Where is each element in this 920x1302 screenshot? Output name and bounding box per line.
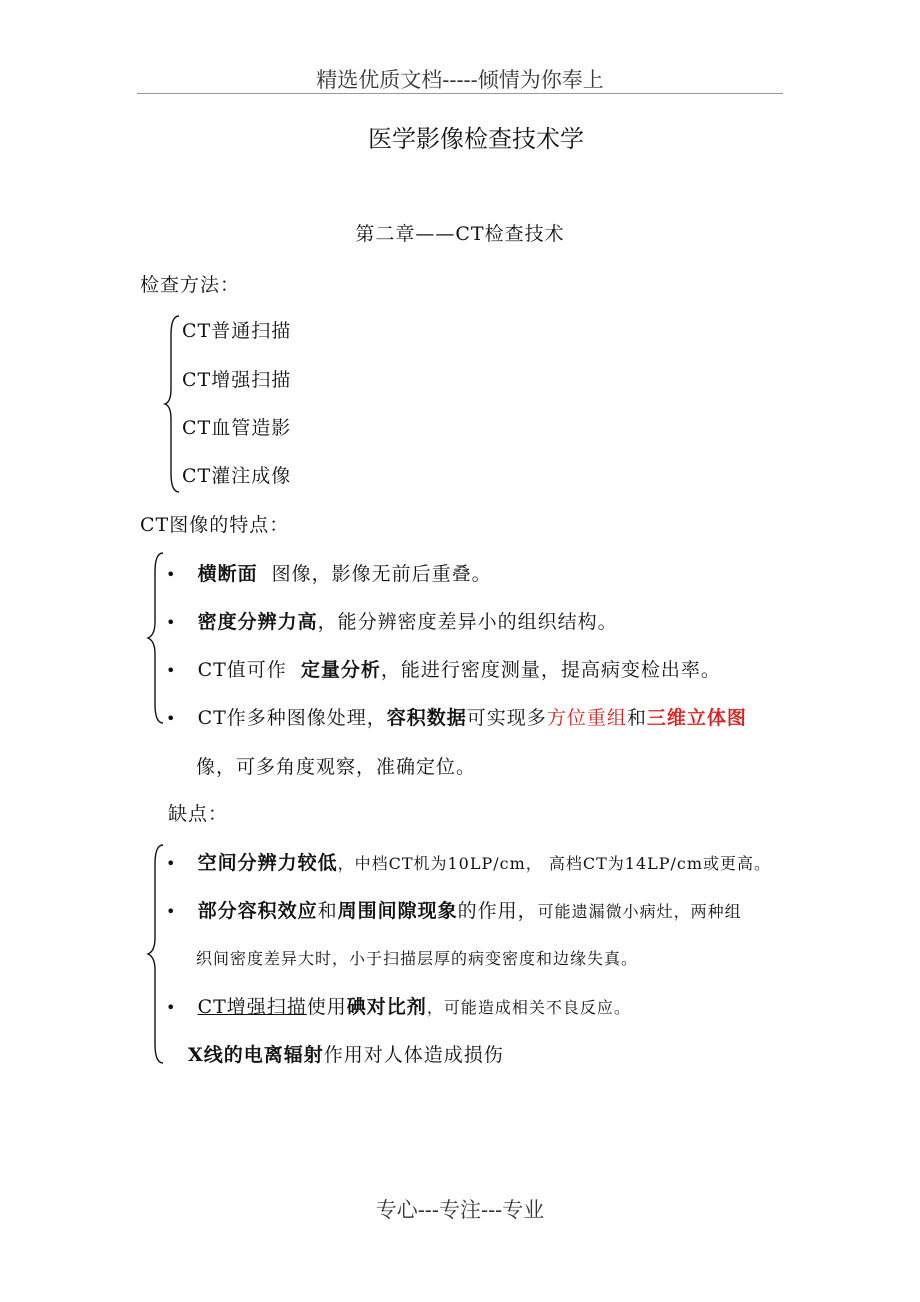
method-item: CT增强扫描 — [182, 369, 292, 391]
feature-text: 可实现多 — [466, 707, 547, 729]
bullet: • — [166, 902, 177, 921]
methods-heading: 检查方法： — [140, 274, 241, 296]
defect-item-2 — [166, 896, 742, 923]
method-item: CT普通扫描 — [182, 320, 292, 342]
document-title: 医学影像检查技术学 — [368, 125, 584, 153]
feature-item-4 — [166, 703, 747, 730]
feature-text: CT作多种图像处理， — [197, 707, 387, 729]
defect-text: 可能遗漏微小病灶，两种组 — [537, 902, 742, 921]
method-item: CT灌注成像 — [182, 465, 292, 487]
chapter-heading: 第二章——CT检查技术 — [355, 223, 565, 245]
highlight-term: 方位重组 — [546, 707, 627, 729]
defect-item-4 — [188, 1040, 504, 1067]
defect-text: 的作用， — [457, 900, 538, 922]
header-divider — [137, 93, 783, 94]
page-header: 精选优质文档-----倾情为你奉上 — [316, 68, 604, 92]
feature-item-4-continuation: 像，可多角度观察，准确定位。 — [196, 756, 477, 778]
bullet: • — [166, 709, 177, 728]
features-heading: CT图像的特点： — [140, 514, 290, 536]
feature-term: 密度分辨力高 — [197, 611, 318, 633]
defect-text: 使用 — [306, 996, 347, 1018]
feature-text: 和 — [626, 707, 647, 729]
feature-term: 横断面 — [197, 563, 258, 585]
feature-item-1 — [166, 559, 492, 586]
page-footer: 专心---专注---专业 — [375, 1198, 545, 1222]
defect-term: 空间分辨力较低 — [197, 852, 338, 874]
defect-term: 部分容积效应 — [197, 900, 318, 922]
bullet: • — [166, 854, 177, 873]
feature-text: CT值可作 — [197, 659, 287, 681]
defect-text: 作用对人体造成损伤 — [323, 1044, 504, 1066]
defect-text: 和 — [317, 900, 338, 922]
defects-heading: 缺点： — [168, 803, 229, 825]
defect-term: 周围间隙现象 — [337, 900, 458, 922]
defect-text: ，中档CT机为10LP/cm， 高档CT为14LP/cm或更高。 — [337, 854, 772, 873]
feature-term: 定量分析 — [300, 659, 381, 681]
feature-text: ，能分辨密度差异小的组织结构。 — [317, 611, 618, 633]
bullet: • — [166, 565, 177, 584]
bullet: • — [166, 613, 177, 632]
feature-item-2 — [166, 607, 618, 634]
defects-brace — [146, 842, 168, 1066]
highlight-term: 三维立体图 — [646, 707, 747, 729]
defect-item-3 — [166, 992, 631, 1019]
bullet: • — [166, 998, 177, 1017]
feature-term: 容积数据 — [386, 707, 467, 729]
feature-text: 图像，影像无前后重叠。 — [271, 563, 492, 585]
defect-text: ，可能造成相关不良反应。 — [426, 998, 631, 1017]
defect-item-1 — [166, 848, 771, 875]
method-item: CT血管造影 — [182, 417, 292, 439]
defect-term: X线的电离辐射 — [188, 1044, 324, 1066]
features-brace — [146, 550, 168, 726]
defect-item-2-continuation: 织间密度差异大时，小于扫描层厚的病变密度和边缘失真。 — [196, 949, 639, 968]
defect-term-underlined: CT增强扫描 — [197, 996, 307, 1018]
feature-item-3 — [166, 655, 721, 682]
feature-text: ，能进行密度测量，提高病变检出率。 — [380, 659, 721, 681]
defect-term: 碘对比剂 — [346, 996, 427, 1018]
bullet: • — [166, 661, 177, 680]
